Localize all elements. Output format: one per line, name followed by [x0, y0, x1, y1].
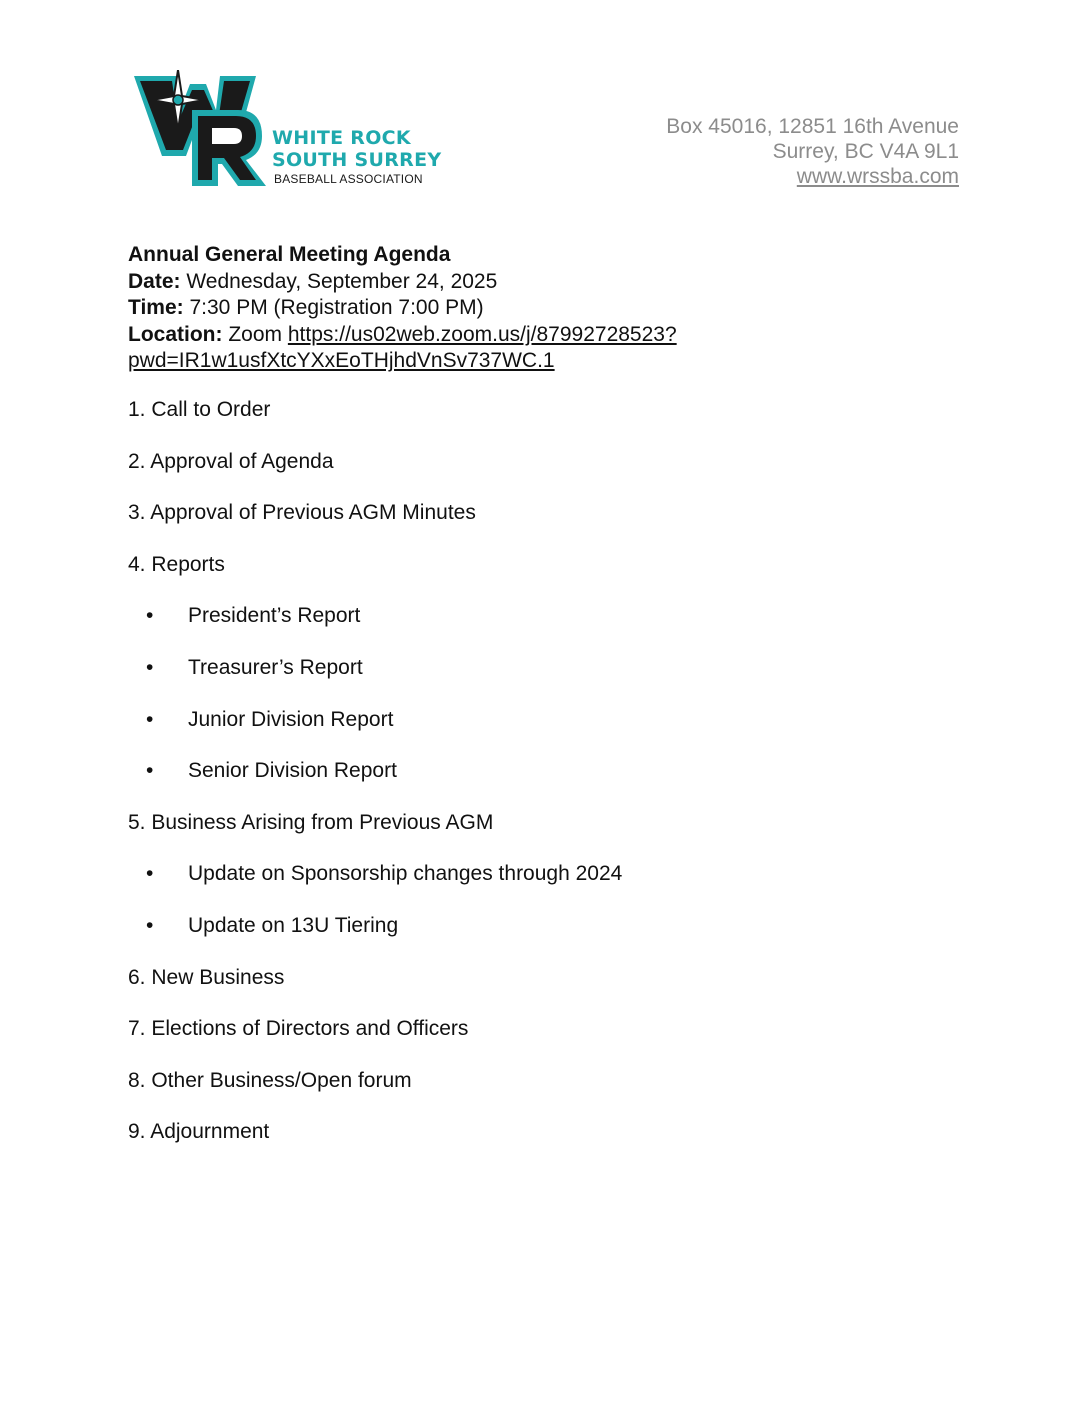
subitem-label: Senior Division Report [188, 759, 397, 783]
agenda-subitem [128, 757, 968, 809]
org-name [272, 127, 441, 171]
zoom-link-part1[interactable]: https://us02web.zoom.us/j/87992728523? [287, 322, 677, 346]
agenda-item-6: 6. New Business [128, 965, 285, 989]
time-value: 7:30 PM (Registration 7:00 PM) [189, 296, 484, 319]
agenda-title: Annual General Meeting Agenda [128, 243, 451, 266]
agenda-list [128, 396, 968, 1170]
time-line [128, 295, 968, 322]
agenda-item-4: 4. Reports [128, 552, 225, 576]
agenda-subitem [128, 912, 968, 964]
date-line [128, 269, 968, 296]
agenda-subitem [128, 860, 968, 912]
org-name-line2: SOUTH SURREY [272, 149, 442, 171]
subitem-label: Update on 13U Tiering [188, 913, 399, 937]
subitem-label: Update on Sponsorship changes through 2024 [188, 862, 623, 886]
bullet-icon: • [146, 655, 154, 679]
website-link[interactable]: www.wrssba.com [796, 165, 959, 188]
bullet-icon: • [146, 913, 154, 937]
bullet-icon: • [146, 604, 154, 628]
agenda-item-9: 9. Adjournment [128, 1120, 270, 1144]
meeting-header [128, 242, 968, 375]
agenda-subitem [128, 602, 968, 654]
org-name-line1: WHITE ROCK [272, 127, 411, 149]
agenda-item-3: 3. Approval of Previous AGM Minutes [128, 501, 476, 525]
org-subtitle: BASEBALL ASSOCIATION [274, 172, 423, 186]
address-line2: Surrey, BC V4A 9L1 [772, 140, 959, 163]
location-label: Location: [128, 322, 223, 346]
subitem-label: Junior Division Report [188, 707, 394, 731]
bullet-icon: • [146, 862, 154, 886]
subitem-label: Treasurer’s Report [188, 655, 363, 679]
agenda-item-1: 1. Call to Order [128, 398, 271, 421]
address-line1: Box 45016, 12851 16th Avenue [666, 115, 959, 138]
bullet-icon: • [146, 707, 154, 731]
agenda-item-2: 2. Approval of Agenda [128, 449, 334, 473]
location-value: Zoom [228, 322, 283, 346]
subitem-label: President’s Report [188, 604, 361, 628]
agenda-subitem [128, 654, 968, 706]
location-line [128, 322, 968, 349]
zoom-link-part2[interactable]: pwd=IR1w1usfXtcYXxEoTHjhdVnSv737WC.1 [128, 349, 555, 372]
address-block [666, 114, 959, 189]
wr-monogram-icon [130, 70, 270, 188]
date-label: Date: [128, 269, 181, 293]
date-value: Wednesday, September 24, 2025 [186, 269, 498, 293]
time-label: Time: [128, 296, 184, 319]
bullet-icon: • [146, 759, 154, 783]
agenda-item-8: 8. Other Business/Open forum [128, 1068, 412, 1092]
agenda-subitem [128, 706, 968, 758]
agenda-item-5: 5. Business Arising from Previous AGM [128, 810, 494, 834]
agenda-item-7: 7. Elections of Directors and Officers [128, 1017, 469, 1041]
